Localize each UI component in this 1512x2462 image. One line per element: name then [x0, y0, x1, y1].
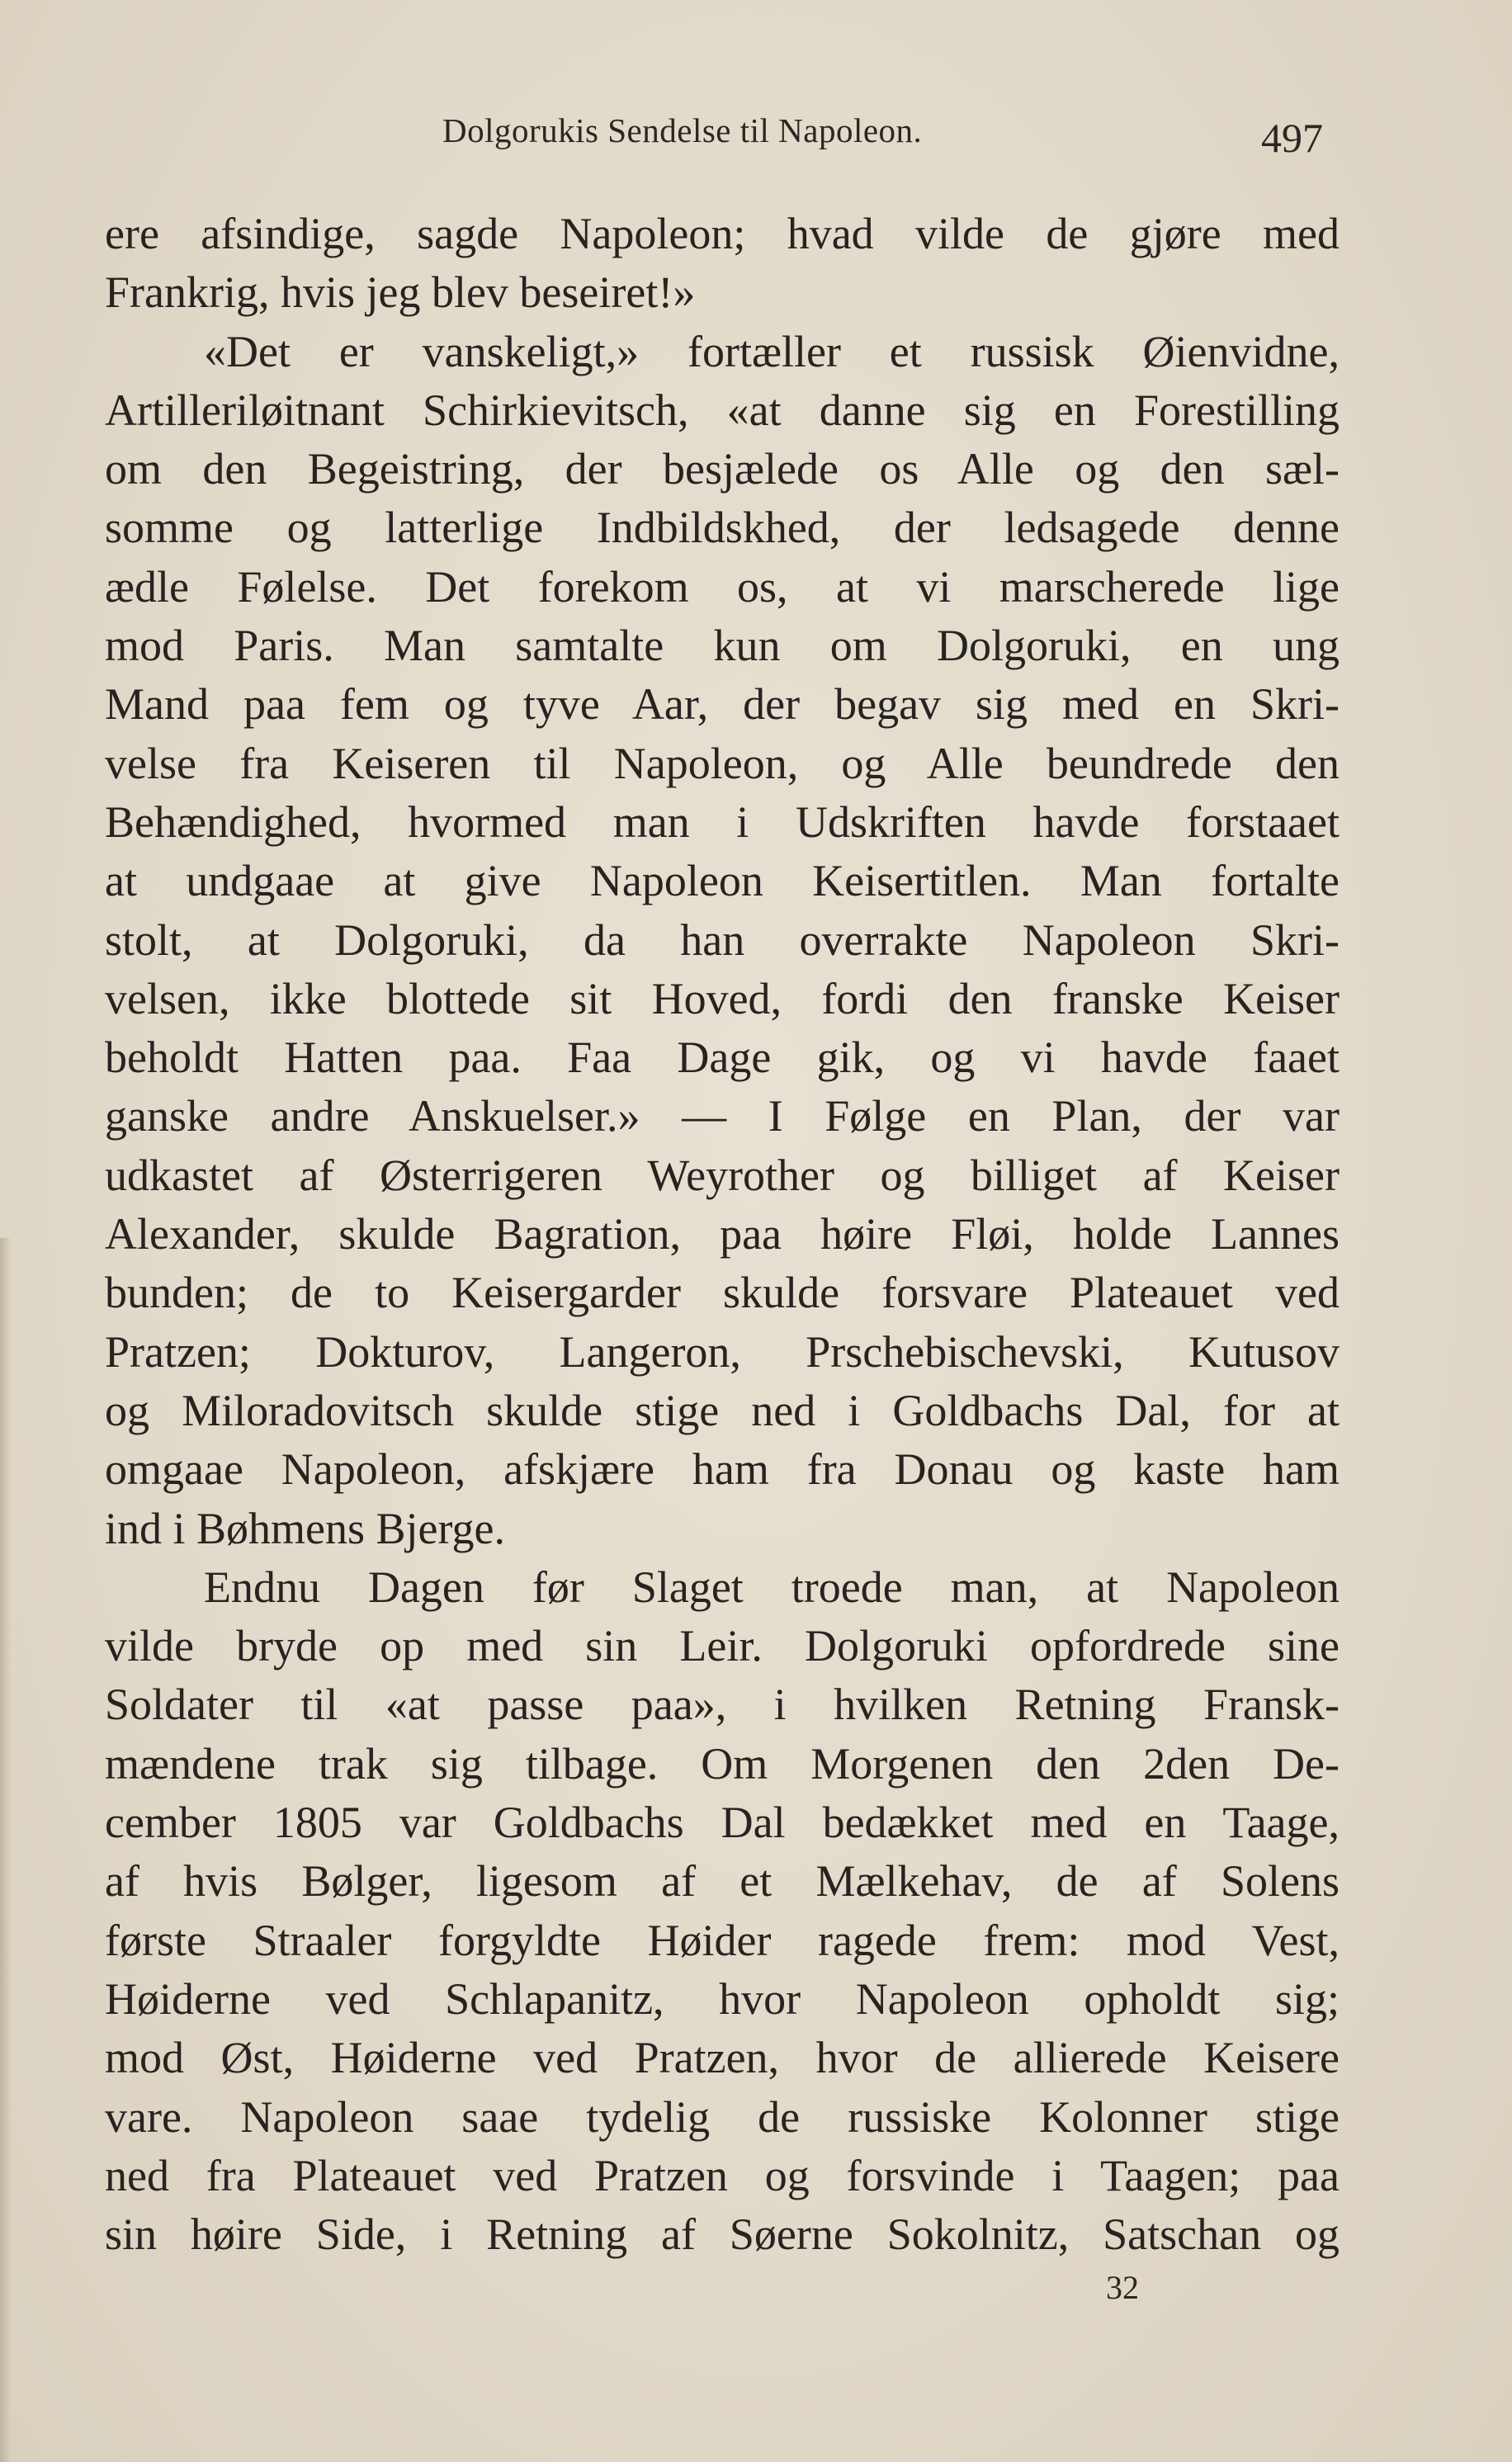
text-line: Artilleriløitnant Schirkievitsch, «at danne sig en Forestilling	[105, 385, 1340, 435]
text-line: mod Øst, Høiderne ved Pratzen, hvor de allierede Keisere	[105, 2033, 1340, 2083]
text-line: Pratzen; Dokturov, Langeron, Prschebischevski, Kutusov	[105, 1326, 1340, 1377]
text-line: Endnu Dagen før Slaget troede man, at Napoleon	[204, 1562, 1340, 1612]
text-line: bunden; de to Keisergarder skulde forsvare Plateauet ved	[105, 1268, 1340, 1318]
text-line: Behændighed, hvormed man i Udskriften havde forstaaet	[105, 796, 1340, 847]
text-line: cember 1805 var Goldbachs Dal bedækket med en Taage,	[105, 1798, 1340, 1848]
text-line: «Det er vanskeligt,» fortæller et russisk Øienvidne,	[204, 326, 1340, 376]
text-line: ere afsindige, sagde Napoleon; hvad vilde de gjøre med	[105, 209, 1340, 258]
text-line: Frankrig, hvis jeg blev beseiret!»	[105, 267, 696, 318]
body-text	[105, 205, 1340, 2264]
binding-shadow	[0, 1238, 12, 2462]
text-line: at undgaae at give Napoleon Keisertitlen. Man fortalte	[105, 856, 1340, 906]
text-line: Høiderne ved Schlapanitz, hvor Napoleon opholdt sig;	[105, 1973, 1340, 2024]
page-header	[0, 0, 1512, 165]
text-line: og Miloradovitsch skulde stige ned i Goldbachs Dal, for at	[105, 1385, 1340, 1435]
page-number: 497	[1261, 115, 1323, 161]
text-line: mod Paris. Man samtalte kun om Dolgoruki, en ung	[105, 621, 1340, 671]
text-line: mændene trak sig tilbage. Om Morgenen den 2den De-	[105, 1738, 1340, 1789]
text-line: vilde bryde op med sin Leir. Dolgoruki opfordrede sine	[105, 1621, 1340, 1671]
text-line: ned fra Plateauet ved Pratzen og forsvinde i Taagen; paa	[105, 2150, 1340, 2200]
text-line: stolt, at Dolgoruki, da han overrakte Napoleon Skri-	[105, 914, 1340, 965]
text-line: velse fra Keiseren til Napoleon, og Alle beundrede den	[105, 738, 1340, 788]
text-line: vare. Napoleon saae tydelig de russiske Kolonner stige	[105, 2091, 1340, 2142]
text-line: somme og latterlige Indbildskhed, der ledsagede denne	[105, 503, 1340, 553]
text-line: sin høire Side, i Retning af Søerne Sokolnitz, Satschan og	[105, 2209, 1340, 2260]
printer-signature: 32	[1106, 2269, 1139, 2306]
text-line: udkastet af Østerrigeren Weyrother og billiget af Keiser	[105, 1150, 1340, 1200]
running-title: Dolgorukis Sendelse til Napoleon.	[442, 111, 923, 149]
text-line: Alexander, skulde Bagration, paa høire Fløi, holde Lannes	[105, 1209, 1340, 1259]
text-line: velsen, ikke blottede sit Hoved, fordi den franske Keiser	[105, 973, 1340, 1023]
text-line: af hvis Bølger, ligesom af et Mælkehav, de af Solens	[105, 1856, 1340, 1907]
text-line: ind i Bøhmens Bjerge.	[105, 1503, 505, 1553]
text-line: Mand paa fem og tyve Aar, der begav sig med en Skri-	[105, 679, 1340, 730]
text-line: Soldater til «at passe paa», i hvilken Retning Fransk-	[105, 1680, 1340, 1730]
text-line: omgaae Napoleon, afskjære ham fra Donau og kaste ham	[105, 1444, 1340, 1495]
text-line: ganske andre Anskuelser.» — I Følge en Plan, der var	[105, 1091, 1340, 1141]
text-line: første Straaler forgyldte Høider ragede frem: mod Vest,	[105, 1915, 1340, 1965]
text-line: om den Begeistring, der besjælede os Alle og den sæl-	[105, 444, 1340, 494]
text-line: ædle Følelse. Det forekom os, at vi marscherede lige	[105, 561, 1340, 612]
text-line: beholdt Hatten paa. Faa Dage gik, og vi havde faaet	[105, 1033, 1340, 1083]
